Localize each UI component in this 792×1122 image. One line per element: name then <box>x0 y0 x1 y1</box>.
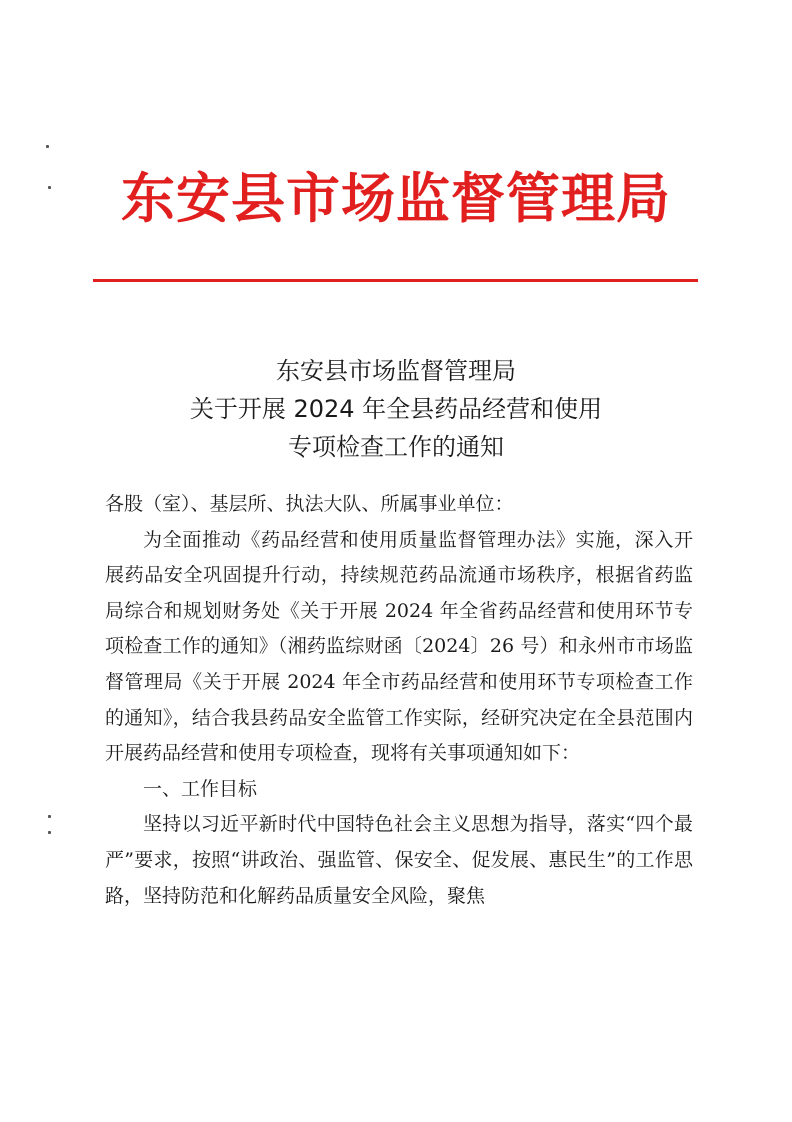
salutation: 各股（室）、基层所、执法大队、所属事业单位： <box>105 493 514 515</box>
section-1-heading: 一、工作目标 <box>143 777 258 800</box>
title-line-1: 东安县市场监督管理局 <box>276 357 516 385</box>
scan-speck <box>48 815 51 818</box>
scan-speck <box>48 186 51 189</box>
title-line-2: 关于开展 2024 年全县药品经营和使用 <box>189 395 603 423</box>
intro-paragraph: 为全面推动《药品经营和使用质量监督管理办法》实施，深入开展药品安全巩固提升行动，持续规范药品流通市场秩序，根据省药监局综合和规划财务处《关于开展 2024 年全省药品经营和使用环节专项检查工作的通知》（湘药监综财函〔2024〕26 号）和永州市市场监督管理局《关于开展 2024 年全市药品经营和使用环节专项检查工作的通知》，结合我县药品安全监管工作实际，经研究决定在全县范围内开展药品经营和使用专项检查，现将有关事项通知如下： <box>105 528 693 765</box>
letterhead-org-name: 东安县市场监督管理局 <box>121 166 671 230</box>
letterhead-red-rule <box>93 279 698 282</box>
section-1-paragraph: 坚持以习近平新时代中国特色社会主义思想为指导，落实“四个最严”要求，按照“讲政治、强监管、保安全、促发展、惠民生”的工作思路，坚持防范和化解药品质量安全风险，聚焦 <box>105 813 693 907</box>
scan-speck <box>48 831 51 834</box>
title-line-3: 专项检查工作的通知 <box>288 433 504 461</box>
document-title <box>0 352 792 466</box>
scan-speck <box>46 145 49 148</box>
document-body <box>105 487 693 914</box>
